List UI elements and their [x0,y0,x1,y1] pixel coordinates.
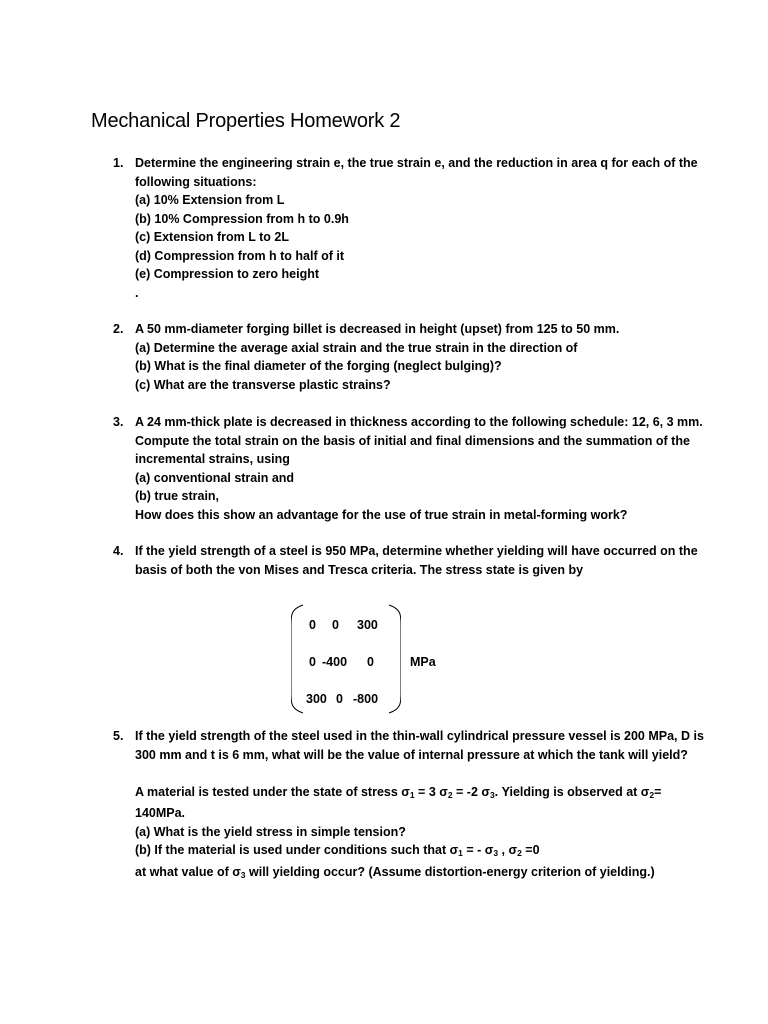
text-run: = [654,784,662,799]
list-item: (a) What is the yield stress in simple tension? [135,824,406,839]
list-item: (d) Compression from h to half of it [135,248,345,263]
matrix-cell: 300 [357,618,378,632]
text-run: (b) If the material is used under conditions such that σ [135,843,459,857]
text-run: = 3 σ [414,784,448,799]
question-text-line: If the yield strength of the steel used in the thin-wall cylindrical pressure vessel is 200 MPa, D is [135,729,704,743]
list-item: (a) 10% Extension from L [135,193,285,207]
question-body [135,413,703,524]
question-number: 2. [113,322,124,336]
question-text-line: basis of both the von Mises and Tresca criteria. The stress state is given by [135,562,584,577]
list-item [135,841,680,863]
question-text-line [135,783,680,805]
question-text-line: A 50 mm-diameter forging billet is decreased in height (upset) from 125 to 50 mm. [135,322,620,336]
question-text-line: Compute the total strain on the basis of initial and final dimensions and the summation of the [135,433,690,448]
subscript: 2 [447,789,453,800]
text-run: = -2 σ [452,784,490,799]
question-body [135,542,698,579]
subscript: 1 [409,789,415,800]
text-run: at what value of σ [135,864,241,879]
question-body [135,727,704,884]
text-run: , σ [498,843,518,857]
question-text-line: 140MPa. [135,806,186,820]
subscript: 3 [493,848,499,858]
question-text-line: Determine the engineering strain e, the true strain e, and the reduction in area q for each of the [135,156,698,170]
subscript: 3 [489,789,495,800]
text-run: A material is tested under the state of stress σ [135,784,410,799]
list-item: (b) 10% Compression from h to 0.9h [135,211,349,226]
question-body [135,154,698,302]
text-run: =0 [521,843,540,857]
text-run: will yielding occur? (Assume distortion-energy criterion of yielding.) [245,864,655,879]
matrix-cell: 0 [332,618,339,632]
stress-matrix [291,603,401,715]
matrix-cell: -400 [322,655,348,669]
matrix-cell: 0 [336,692,343,706]
question-text-line: incremental strains, using [135,452,290,466]
question-body [135,320,680,394]
list-item: (e) Compression to zero height [135,267,320,281]
question-text-line: A 24 mm-thick plate is decreased in thickness according to the following schedule: 12, 6, 3 mm. [135,415,703,429]
question-number: 4. [113,544,124,558]
list-item: (b) What is the final diameter of the forging (neglect bulging)? [135,359,502,373]
matrix-cell: 0 [309,618,316,632]
matrix-cell: -800 [353,692,379,706]
matrix-cell: 0 [367,655,374,669]
subscript: 3 [240,869,246,880]
question-text-line: If the yield strength of a steel is 950 MPa, determine whether yielding will have occurred on the [135,544,698,558]
list-item: (c) What are the transverse plastic strains? [135,377,391,392]
text-run: = - σ [462,843,494,857]
question-number: 3. [113,415,124,429]
subscript: 1 [458,848,463,858]
page-title: Mechanical Properties Homework 2 [91,110,401,132]
question-text-line [135,863,680,885]
question-text-line: How does this show an advantage for the use of true strain in metal-forming work? [135,507,628,522]
question-number: 5. [113,729,124,743]
list-item: (c) Extension from L to 2L [135,230,289,244]
trailing-mark: . [135,285,139,300]
question-number: 1. [113,156,124,170]
question-text-line: 300 mm and t is 6 mm, what will be the value of internal pressure at which the tank will yield? [135,747,688,762]
list-item: (b) true strain, [135,489,220,503]
question-text-line: following situations: [135,174,257,189]
subscript: 2 [649,789,655,800]
matrix-unit: MPa [410,655,436,669]
matrix-cell: 300 [306,692,327,706]
text-run: . Yielding is observed at σ [494,784,650,799]
subscript: 2 [517,848,522,858]
list-item: (a) Determine the average axial strain and the true strain in the direction of [135,340,578,355]
list-item: (a) conventional strain and [135,470,295,485]
matrix-cell: 0 [309,655,316,669]
